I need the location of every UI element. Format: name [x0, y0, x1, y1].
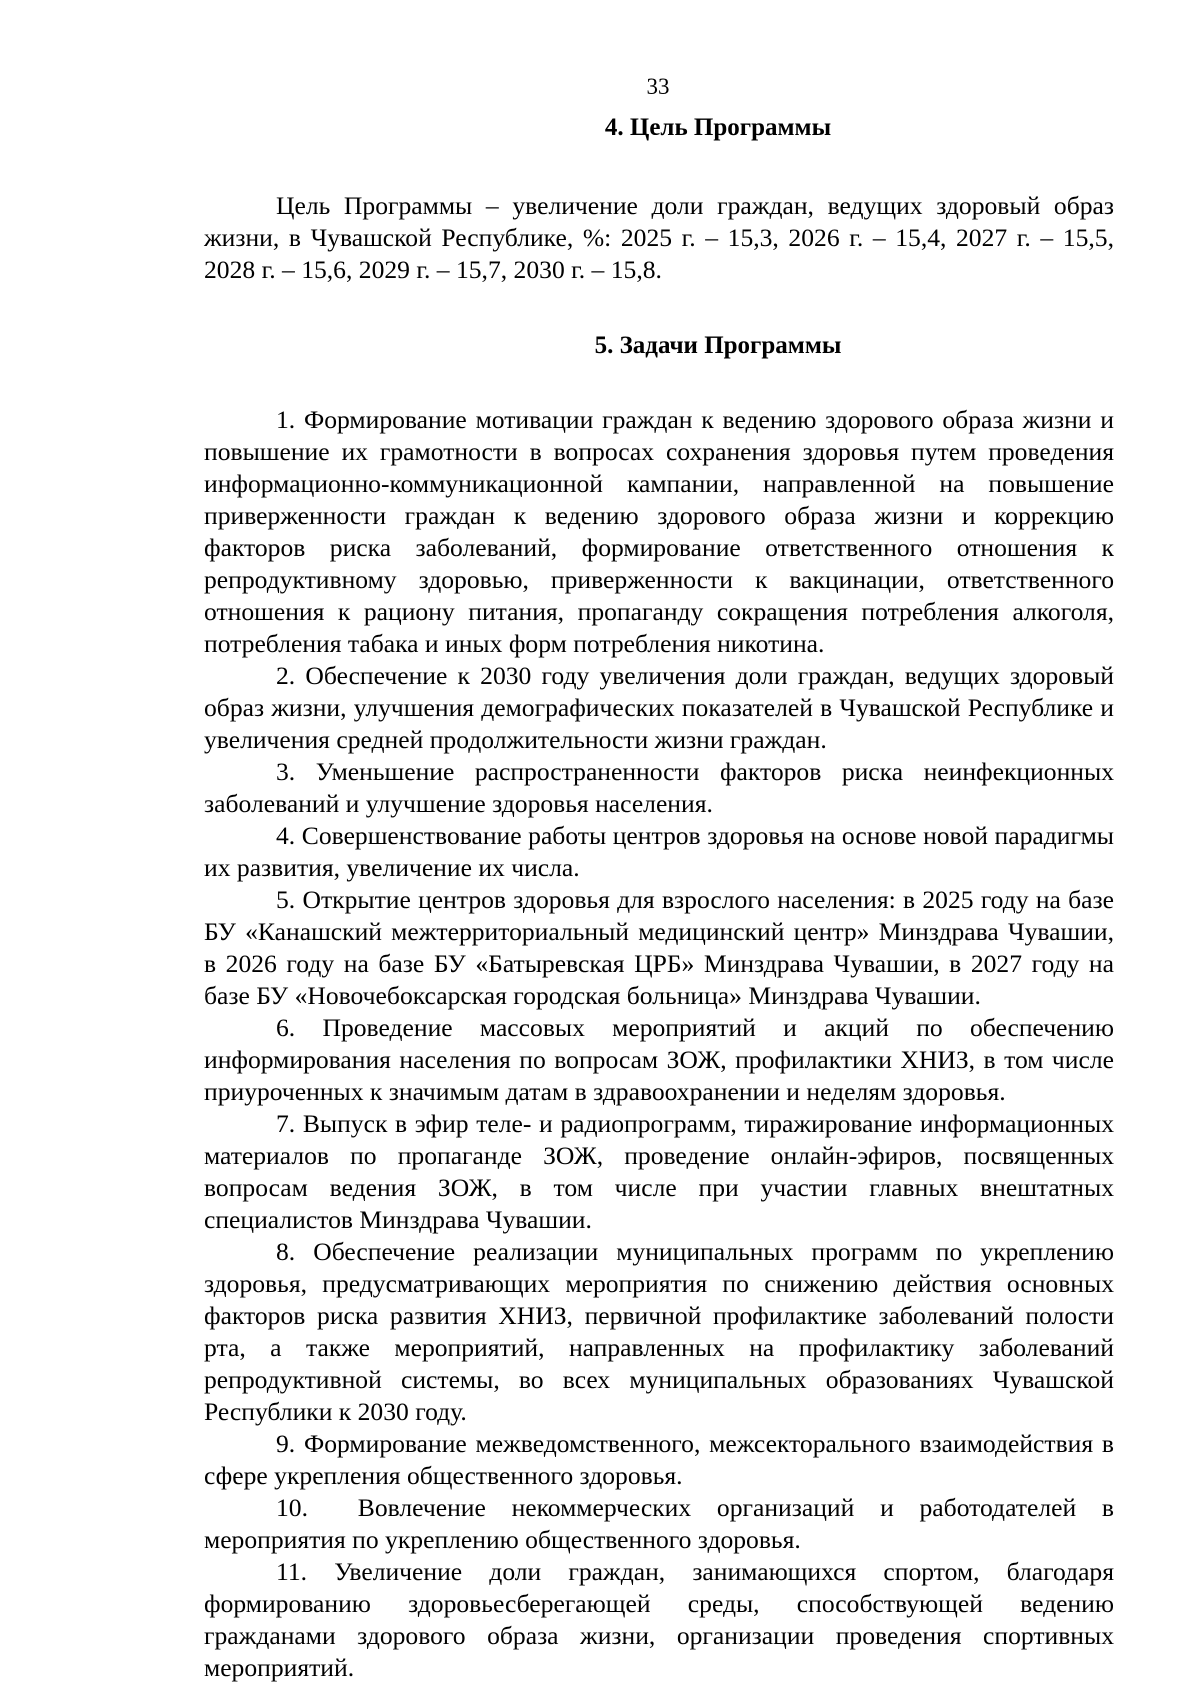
task-text: Вовлечение некоммерческих организаций и работодателей в мероприятия по укреплению общественного здоровья.	[204, 1493, 1114, 1554]
task-number: 8.	[276, 1237, 296, 1266]
task-number: 5.	[276, 885, 296, 914]
task-text: Открытие центров здоровья для взрослого населения: в 2025 году на базе БУ «Канашский межтерриториальный медицинский центр» Минздрава Чувашии, в 2026 году на базе БУ «Батыревская ЦРБ» Минздрава Чувашии, в 2027 году на базе БУ «Новочебоксарская городская больница» Минздрава Чувашии.	[204, 885, 1114, 1010]
task-text: Обеспечение к 2030 году увеличения доли граждан, ведущих здоровый образ жизни, улучшения демографических показателей в Чувашской Республике и увеличения средней продолжительности жизни граждан.	[204, 661, 1114, 754]
task-item	[204, 1108, 1114, 1236]
task-item	[204, 756, 1114, 820]
task-number: 4.	[276, 821, 296, 850]
task-text: Выпуск в эфир теле- и радиопрограмм, тиражирование информационных материалов по пропаганде ЗОЖ, проведение онлайн-эфиров, посвященных вопросам ведения ЗОЖ, в том числе при участии главных внештатных специалистов Минздрава Чувашии.	[204, 1109, 1114, 1234]
task-number: 1.	[276, 405, 296, 434]
task-number: 3.	[276, 757, 296, 786]
task-text: Формирование мотивации граждан к ведению здорового образа жизни и повышение их грамотности в вопросах сохранения здоровья путем проведения информационно-коммуникационной кампании, направленной на повышение приверженности граждан к ведению здорового образа жизни и коррекцию факторов риска заболеваний, формирование ответственного отношения к репродуктивному здоровью, приверженности к вакцинации, ответственного отношения к рациону питания, пропаганду сокращения потребления алкоголя, потребления табака и иных форм потребления никотина.	[204, 405, 1114, 658]
task-number: 10.	[276, 1493, 308, 1522]
page-number: 33	[646, 74, 670, 99]
task-text: Увеличение доли граждан, занимающихся спортом, благодаря формированию здоровьесберегающей среды, способствующей ведению гражданами здорового образа жизни, организации проведения спортивных мероприятий.	[204, 1557, 1114, 1682]
task-text: Совершенствование работы центров здоровья на основе новой парадигмы их развития, увеличение их числа.	[204, 821, 1114, 882]
task-number: 6.	[276, 1013, 296, 1042]
task-number: 9.	[276, 1429, 296, 1458]
task-item	[204, 1428, 1114, 1492]
task-number: 2.	[276, 661, 296, 690]
task-item	[204, 660, 1114, 756]
task-item	[204, 1012, 1114, 1108]
task-text: Формирование межведомственного, межсекторального взаимодействия в сфере укрепления общественного здоровья.	[204, 1429, 1115, 1490]
task-text: Проведение массовых мероприятий и акций по обеспечению информирования населения по вопросам ЗОЖ, профилактики ХНИЗ, в том числе приуроченных к значимым датам в здравоохранении и неделям здоровья.	[204, 1013, 1114, 1106]
task-number: 7.	[276, 1109, 296, 1138]
section-heading-tasks: 5. Задачи Программы	[594, 332, 842, 359]
goal-paragraph: Цель Программы – увеличение доли граждан, ведущих здоровый образ жизни, в Чувашской Республике, %: 2025 г. – 15,3, 2026 г. – 15,4, 2027 г. – 15,5, 2028 г. – 15,6, 2029 г. – 15,7, 2030 г. – 15,8.	[204, 191, 1114, 284]
task-item	[204, 820, 1114, 884]
task-number: 11.	[276, 1557, 308, 1586]
task-item	[204, 1492, 1114, 1556]
task-item	[204, 1556, 1114, 1684]
task-text: Уменьшение распространенности факторов риска неинфекционных заболеваний и улучшение здоровья населения.	[204, 757, 1114, 818]
tasks-list	[204, 404, 1114, 1684]
task-item	[204, 404, 1114, 660]
task-text: Обеспечение реализации муниципальных программ по укреплению здоровья, предусматривающих мероприятия по снижению действия основных факторов риска развития ХНИЗ, первичной профилактике заболеваний полости рта, а также мероприятий, направленных на профилактику заболеваний репродуктивной системы, во всех муниципальных образованиях Чувашской Республики к 2030 году.	[204, 1237, 1114, 1426]
section-heading-goal: 4. Цель Программы	[604, 114, 832, 141]
task-item	[204, 884, 1114, 1012]
task-item	[204, 1236, 1114, 1428]
page-content	[204, 112, 1114, 1684]
